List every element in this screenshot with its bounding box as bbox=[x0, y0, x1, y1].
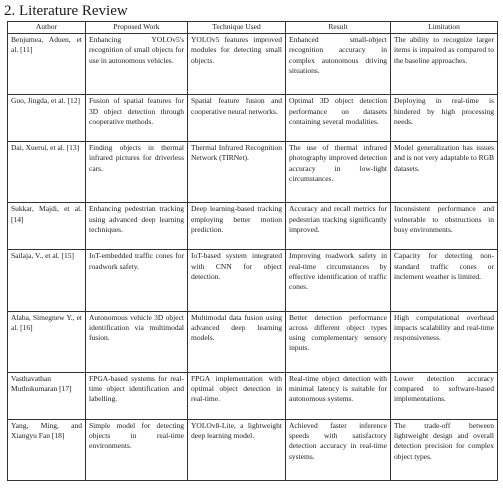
cell-result: Optimal 3D object detection performance on datasets containing several modalities. bbox=[286, 95, 391, 142]
table-row bbox=[8, 419, 498, 480]
cell-author: Vasthavathan Muthukumaran [17] bbox=[8, 372, 86, 419]
cell-author: Sukkar, Majdi, et al. [14] bbox=[8, 203, 86, 250]
cell-proposed-work: Autonomous vehicle 3D object identification via multimodal fusion. bbox=[86, 311, 188, 372]
table-header-row bbox=[8, 22, 498, 34]
header-technique-used: Technique Used bbox=[188, 22, 286, 34]
header-limitation: Limitation bbox=[391, 22, 498, 34]
cell-technique: FPGA implementation with optimal object detection in real-time. bbox=[188, 372, 286, 419]
cell-limitation: Deploying in real-time is hindered by high processing needs. bbox=[391, 95, 498, 142]
cell-result: Enhanced small-object recognition accuracy in complex autonomous driving situations. bbox=[286, 34, 391, 95]
cell-author: Alaba, Simegnew Y., et al. [16] bbox=[8, 311, 86, 372]
header-proposed-work: Proposed Work bbox=[86, 22, 188, 34]
cell-result: Accuracy and recall metrics for pedestrian tracking significantly improved. bbox=[286, 203, 391, 250]
cell-technique: YOLOv8-Lite, a lightweight deep learning model. bbox=[188, 419, 286, 480]
cell-result: Achieved faster inference speeds with satisfactory detection accuracy in real-time systems. bbox=[286, 419, 391, 480]
cell-proposed-work: Simple model for detecting objects in real-time environments. bbox=[86, 419, 188, 480]
cell-technique: IoT-based system integrated with CNN for object detection. bbox=[188, 250, 286, 311]
cell-result: The use of thermal infrared photography improved detection accuracy in low-light circumstances. bbox=[286, 142, 391, 203]
cell-limitation: Lower detection accuracy compared to software-based implementations. bbox=[391, 372, 498, 419]
cell-limitation: Inconsistent performance and vulnerable to obstructions in busy environments. bbox=[391, 203, 498, 250]
cell-proposed-work: Fusion of spatial features for 3D object detection through cooperative methods. bbox=[86, 95, 188, 142]
cell-author: Yang, Ming, and Xiangyu Fan [18] bbox=[8, 419, 86, 480]
table-row bbox=[8, 311, 498, 372]
cell-limitation: Model generalization has issues and is not very adaptable to RGB datasets. bbox=[391, 142, 498, 203]
table-row bbox=[8, 142, 498, 203]
cell-technique: Thermal Infrared Recognition Network (TIRNet). bbox=[188, 142, 286, 203]
table-row bbox=[8, 34, 498, 95]
table-row bbox=[8, 95, 498, 142]
cell-proposed-work: FPGA-based systems for real-time object identification and labelling. bbox=[86, 372, 188, 419]
cell-result: Real-time object detection with minimal latency is suitable for autonomous systems. bbox=[286, 372, 391, 419]
cell-technique: Multimodal data fusion using advanced deep learning models. bbox=[188, 311, 286, 372]
cell-result: Better detection performance across different object types using complementary sensory inputs. bbox=[286, 311, 391, 372]
cell-technique: Deep learning-based tracking employing better motion prediction. bbox=[188, 203, 286, 250]
cell-author: Benjumea, Aduen, et al. [11] bbox=[8, 34, 86, 95]
cell-limitation: The trade-off between lightweight design and overall detection precision for complex object types. bbox=[391, 419, 498, 480]
cell-proposed-work: Enhancing pedestrian tracking using advanced deep learning techniques. bbox=[86, 203, 188, 250]
cell-proposed-work: Enhancing YOLOv5's recognition of small objects for use in autonomous vehicles. bbox=[86, 34, 188, 95]
table-row bbox=[8, 203, 498, 250]
cell-limitation: Capacity for detecting non-standard traffic cones or inclement weather is limited. bbox=[391, 250, 498, 311]
cell-author: Sailaja, V., et al. [15] bbox=[8, 250, 86, 311]
header-author: Author bbox=[8, 22, 86, 34]
cell-technique: Spatial feature fusion and cooperative neural networks. bbox=[188, 95, 286, 142]
cell-limitation: High computational overhead impacts scalability and real-time responsiveness. bbox=[391, 311, 498, 372]
cell-author: Dai, Xuerui, et al. [13] bbox=[8, 142, 86, 203]
table-row bbox=[8, 250, 498, 311]
section-title: 2. Literature Review bbox=[4, 3, 128, 19]
cell-author: Guo, Jingda, et al. [12] bbox=[8, 95, 86, 142]
literature-review-table bbox=[7, 21, 498, 481]
cell-technique: YOLOv5 features improved modules for detecting small objects. bbox=[188, 34, 286, 95]
cell-result: Improving roadwork safety in real-time circumstances by effective identification of traffic cones. bbox=[286, 250, 391, 311]
header-result: Result bbox=[286, 22, 391, 34]
cell-limitation: The ability to recognize larger items is impaired as compared to the baseline approaches. bbox=[391, 34, 498, 95]
table-row bbox=[8, 372, 498, 419]
cell-proposed-work: Finding objects in thermal infrared pictures for driverless cars. bbox=[86, 142, 188, 203]
cell-proposed-work: IoT-embedded traffic cones for roadwork safety. bbox=[86, 250, 188, 311]
